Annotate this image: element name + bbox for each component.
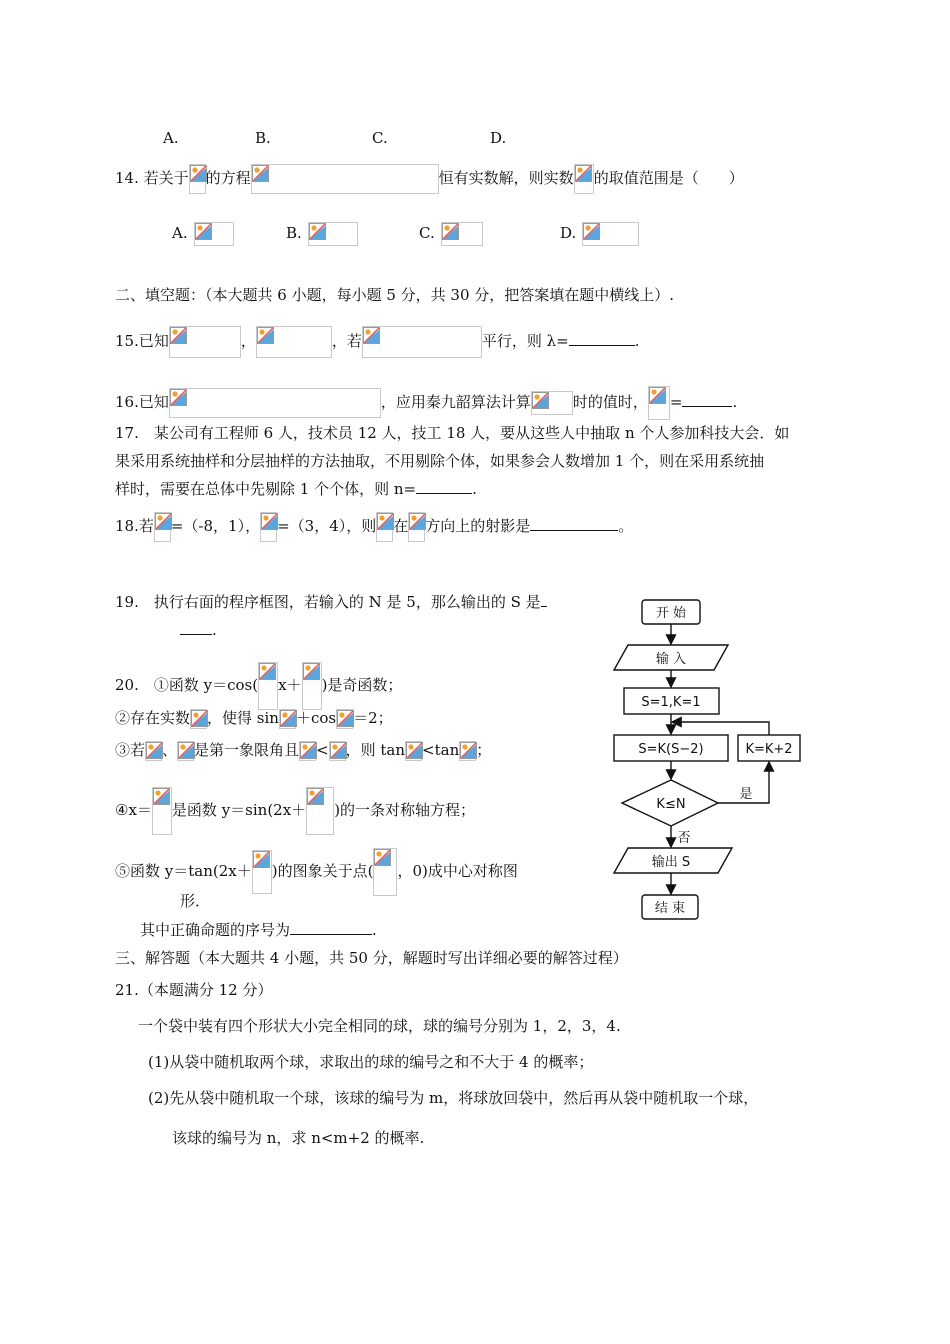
q19-line-2: [180, 620, 217, 640]
q17-answer-blank[interactable]: [416, 479, 472, 494]
q20-p3-text-e: ，则 tan: [345, 741, 406, 759]
q14-option-b-label: B.: [286, 224, 302, 242]
q20-p3-text-b: 、: [162, 741, 178, 759]
broken-image-icon: [373, 848, 397, 896]
q20-p3-text-f: <tan: [422, 741, 460, 759]
q20-p4-text-b: 是函数 y＝sin(2x＋: [171, 801, 307, 819]
q14-option-b: [286, 222, 358, 246]
q14-option-d-label: D.: [560, 224, 577, 242]
q14-option-a: [172, 222, 234, 246]
broken-image-icon: [408, 512, 425, 542]
section2-heading: 二、填空题：（本大题共 6 小题，每小题 5 分，共 30 分，把答案填在题中横线上）.: [115, 286, 675, 304]
q14-stem: [115, 164, 744, 194]
broken-image-icon: [145, 741, 162, 761]
q20-proposition-3: [115, 740, 491, 761]
q14-text-3: 恒有实数解，则实数: [438, 169, 574, 187]
q20-p3-text-c: 是第一象限角且: [194, 741, 300, 759]
q13-option-d: D.: [490, 129, 507, 147]
q20-p2-text-a: ②存在实数: [115, 709, 191, 727]
flow-condition-label: K≤N: [656, 797, 686, 812]
flow-input-label: 输 入: [655, 652, 687, 667]
q13-option-a: A.: [163, 129, 179, 147]
q15-answer-blank[interactable]: [569, 331, 635, 346]
broken-image-icon: [152, 787, 172, 835]
q20-proposition-5: [115, 848, 518, 896]
broken-image-icon: [260, 512, 277, 542]
q18-text-4: 在: [393, 517, 409, 535]
program-flowchart: [600, 590, 810, 925]
flow-yes-label: 是: [739, 787, 753, 802]
q20-p4-text-a: ④x＝: [115, 801, 152, 819]
broken-image-icon: [154, 512, 171, 542]
flow-update-s-label: S=K(S−2): [638, 742, 704, 757]
q14-text-2: 的方程: [205, 169, 251, 187]
q20-p4-text-c: )的一条对称轴方程；: [334, 801, 476, 819]
q17-line-3-text: 样时，需要在总体中先剔除 1 个个体，则 n=: [115, 480, 417, 498]
flow-init-label: S=1,K=1: [641, 695, 701, 710]
q18-text-1: 18.若: [115, 517, 154, 535]
q15-stem: [115, 326, 640, 358]
broken-image-icon: [376, 512, 393, 542]
q15-text-2: ，: [240, 332, 256, 350]
q16-text-2: ，应用秦九韶算法计算: [380, 393, 531, 411]
q16-answer-blank[interactable]: [682, 392, 732, 407]
q21-intro: 一个袋中装有四个形状大小完全相同的球，球的编号分别为 1，2，3，4.: [138, 1017, 621, 1035]
broken-image-icon: [302, 662, 322, 710]
q20-p3-text-g: ；: [476, 741, 492, 759]
q16-text-1: 16.已知: [115, 393, 169, 411]
q20-proposition-5-cont: 形．: [180, 892, 211, 910]
q20-proposition-2: [115, 708, 393, 729]
broken-image-icon: [648, 386, 670, 420]
q18-text-2: =（-8，1），: [170, 517, 261, 535]
q13-option-c: C.: [372, 129, 388, 147]
broken-image-icon: [531, 391, 573, 415]
broken-image-icon: [405, 741, 422, 761]
broken-image-icon: [329, 741, 346, 761]
broken-image-icon: [441, 222, 483, 246]
q20-proposition-4: [115, 787, 475, 835]
q19-answer-blank-start[interactable]: [541, 592, 547, 607]
section3-heading: 三、解答题（本大题共 4 小题，共 50 分，解题时写出详细必要的解答过程）: [115, 949, 628, 967]
broken-image-icon: [251, 164, 439, 194]
q20-p1-text-b: x＋: [278, 676, 302, 694]
q20-p1-text-c: )是奇函数；: [321, 676, 403, 694]
q15-text-1: 15.已知: [115, 332, 169, 350]
flow-no-label: 否: [677, 831, 691, 846]
broken-image-icon: [336, 709, 353, 729]
broken-image-icon: [299, 741, 316, 761]
q21-title: 21.（本题满分 12 分）: [115, 981, 273, 999]
broken-image-icon: [574, 164, 594, 194]
broken-image-icon: [582, 222, 639, 246]
q19-line-1: [115, 592, 547, 612]
broken-image-icon: [190, 709, 207, 729]
q20-tail-end: .: [372, 921, 377, 939]
q20-tail-text: 其中正确命题的序号为: [140, 921, 291, 939]
broken-image-icon: [252, 850, 272, 894]
q21-part-2-line-1: (2)先从袋中随机取一个球，该球的编号为 m，将球放回袋中，然后再从袋中随机取一个球，: [148, 1089, 759, 1107]
q16-text-3: 时的值时，: [572, 393, 648, 411]
q20-p1-text-a: 20. ①函数 y＝cos(: [115, 676, 259, 694]
q19-text: 19. 执行右面的程序框图，若输入的 N 是 5，那么输出的 S 是: [115, 593, 541, 611]
flow-start-label: 开 始: [655, 606, 687, 621]
q15-text-3: ，若: [331, 332, 362, 350]
q19-answer-blank[interactable]: [180, 620, 212, 635]
q19-line-2-end: .: [212, 621, 217, 639]
q16-text-4: =: [669, 393, 683, 411]
q20-p3-text-d: <: [316, 741, 329, 759]
q20-p2-text-d: ＝2；: [353, 709, 393, 727]
broken-image-icon: [459, 741, 476, 761]
broken-image-icon: [194, 222, 234, 246]
q18-stem: [115, 512, 633, 542]
broken-image-icon: [362, 326, 482, 358]
q21-part-1: (1)从袋中随机取两个球，求取出的球的编号之和不大于 4 的概率；: [148, 1053, 594, 1071]
q14-text-4: 的取值范围是（ ）: [593, 169, 744, 187]
q18-text-3: =（3，4），则: [277, 517, 377, 535]
broken-image-icon: [177, 741, 194, 761]
q16-text-5: .: [732, 393, 738, 411]
q17-line-3: [115, 479, 477, 499]
q20-proposition-1: [115, 662, 402, 710]
q21-part-2-line-2: 该球的编号为 n，求 n<m+2 的概率.: [172, 1129, 425, 1147]
q15-text-4: 平行，则 λ=: [481, 332, 569, 350]
broken-image-icon: [258, 662, 278, 710]
q14-option-d: [560, 222, 639, 246]
q17-line-2: 果采用系统抽样和分层抽样的方法抽取，不用剔除个体，如果参会人数增加 1 个，则在采用系统抽: [115, 452, 765, 470]
flow-arrow-loop: [672, 722, 769, 735]
q16-stem: [115, 386, 737, 420]
q14-option-c: [419, 222, 483, 246]
q14-option-a-label: A.: [172, 224, 188, 242]
q20-p2-text-b: ，使得 sin: [207, 709, 279, 727]
q18-text-6: 。: [618, 517, 634, 535]
broken-image-icon: [306, 787, 334, 835]
q17-line-3-end: .: [472, 480, 477, 498]
flow-end-label: 结 束: [654, 901, 686, 916]
q20-answer-line: [140, 920, 377, 940]
q20-p3-text-a: ③若: [115, 741, 146, 759]
broken-image-icon: [308, 222, 358, 246]
q14-text-1: 若关于: [143, 169, 189, 187]
q20-p5-text-c: ，0)成中心对称图: [397, 862, 518, 880]
broken-image-icon: [189, 164, 206, 194]
q20-answer-blank[interactable]: [290, 920, 372, 935]
q14-number: 14.: [115, 169, 139, 187]
q18-answer-blank[interactable]: [530, 516, 618, 531]
q17-line-1: 17. 某公司有工程师 6 人，技术员 12 人，技工 18 人，要从这些人中抽取 n 个人参加科技大会．如: [115, 424, 790, 442]
q20-p5-text-b: )的图象关于点(: [271, 862, 374, 880]
q15-text-5: .: [634, 332, 640, 350]
flow-output-label: 输出 S: [651, 855, 691, 870]
q20-p5-text-a: ⑤函数 y＝tan(2x＋: [115, 862, 252, 880]
broken-image-icon: [279, 709, 296, 729]
broken-image-icon: [256, 326, 332, 358]
q14-option-c-label: C.: [419, 224, 435, 242]
broken-image-icon: [169, 326, 241, 358]
q20-p2-text-c: ＋cos: [295, 709, 337, 727]
flow-update-k-label: K=K+2: [745, 742, 793, 757]
q18-text-5: 方向上的射影是: [425, 517, 531, 535]
q13-option-b: B.: [255, 129, 271, 147]
broken-image-icon: [169, 388, 381, 418]
